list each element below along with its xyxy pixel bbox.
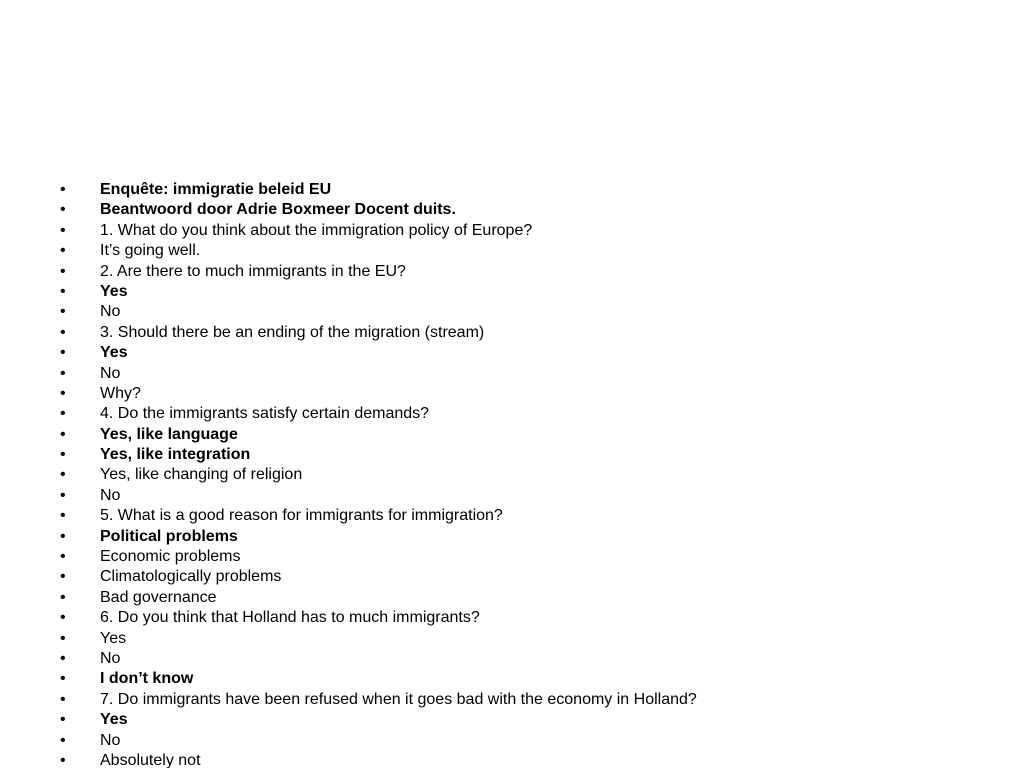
bullet-item (60, 364, 697, 384)
bullet-dot: • (60, 181, 66, 198)
bullet-item (60, 445, 697, 465)
bullet-text: Bad governance (100, 588, 217, 606)
bullet-text: Yes (100, 282, 128, 300)
bullet-item (60, 221, 697, 241)
bullet-dot: • (60, 221, 66, 239)
bullet-text: No (100, 486, 121, 504)
bullet-item (60, 404, 697, 424)
bullet-dot: • (60, 262, 66, 280)
bullet-item (60, 608, 697, 628)
bullet-dot: • (60, 323, 66, 341)
bullet-dot: • (60, 405, 66, 423)
bullet-text: 2. Are there to much immigrants in the EU? (100, 262, 406, 280)
bullet-dot: • (60, 364, 66, 382)
bullet-dot: • (60, 446, 66, 464)
bullet-item (60, 384, 697, 404)
bullet-dot: • (60, 384, 66, 402)
bullet-item (60, 302, 697, 322)
bullet-item (60, 547, 697, 567)
bullet-dot: • (60, 609, 66, 627)
bullet-dot: • (60, 344, 66, 362)
bullet-text: Political problems (100, 527, 238, 545)
bullet-dot: • (60, 527, 66, 545)
bullet-item (60, 690, 697, 710)
bullet-text: 7. Do immigrants have been refused when it goes bad with the economy in Holland? (100, 690, 697, 708)
bullet-text: No (100, 303, 121, 321)
bullet-text: It’s going well. (100, 242, 201, 260)
bullet-dot: • (60, 486, 66, 504)
bullet-item (60, 629, 697, 649)
bullet-text: Yes (100, 711, 128, 729)
bullet-text: Climatologically problems (100, 568, 282, 586)
bullet-text: Enquête: immigratie beleid EU (100, 181, 332, 198)
bullet-text: 4. Do the immigrants satisfy certain demands? (100, 405, 430, 423)
bullet-dot: • (60, 568, 66, 586)
bullet-text: Beantwoord door Adrie Boxmeer Docent duits. (100, 201, 456, 219)
bullet-item (60, 731, 697, 751)
bullet-item (60, 282, 697, 302)
bullet-item (60, 649, 697, 669)
bullet-dot: • (60, 242, 66, 260)
bullet-item (60, 180, 697, 200)
bullet-text: 3. Should there be an ending of the migration (stream) (100, 323, 485, 341)
bullet-item (60, 567, 697, 587)
bullet-dot: • (60, 751, 66, 768)
bullet-dot: • (60, 507, 66, 525)
bullet-item (60, 465, 697, 485)
bullet-text: No (100, 364, 121, 382)
bullet-dot: • (60, 588, 66, 606)
bullet-text: I don’t know (100, 670, 194, 688)
bullet-item (60, 527, 697, 547)
bullet-item (60, 241, 697, 261)
bullet-text: Yes, like changing of religion (100, 466, 303, 484)
bullet-text: Economic problems (100, 548, 241, 566)
bullet-dot: • (60, 425, 66, 443)
bullet-item (60, 262, 697, 282)
bullet-dot: • (60, 629, 66, 647)
bullet-text: 6. Do you think that Holland has to much immigrants? (100, 609, 480, 627)
bullet-text: Why? (100, 384, 141, 402)
bullet-item (60, 751, 697, 768)
bullet-dot: • (60, 548, 66, 566)
bullet-dot: • (60, 303, 66, 321)
survey-bullet-list (60, 180, 697, 768)
bullet-dot: • (60, 466, 66, 484)
bullet-text: 5. What is a good reason for immigrants for immigration? (100, 507, 503, 525)
bullet-item (60, 710, 697, 730)
bullet-item (60, 343, 697, 363)
bullet-text: Yes (100, 344, 128, 362)
bullet-item (60, 323, 697, 343)
bullet-item (60, 669, 697, 689)
bullet-item (60, 425, 697, 445)
bullet-dot: • (60, 670, 66, 688)
bullet-text: Yes, like language (100, 425, 238, 443)
bullet-text: Yes, like integration (100, 446, 251, 464)
bullet-item (60, 200, 697, 220)
bullet-dot: • (60, 690, 66, 708)
bullet-text: Yes (100, 629, 127, 647)
bullet-item (60, 506, 697, 526)
bullet-text: Absolutely not (100, 751, 201, 768)
bullet-text: No (100, 649, 121, 667)
bullet-item (60, 588, 697, 608)
bullet-item (60, 486, 697, 506)
bullet-dot: • (60, 649, 66, 667)
bullet-text: 1. What do you think about the immigration policy of Europe? (100, 221, 533, 239)
bullet-dot: • (60, 711, 66, 729)
bullet-text: No (100, 731, 121, 749)
bullet-dot: • (60, 282, 66, 300)
bullet-dot: • (60, 201, 66, 219)
bullet-dot: • (60, 731, 66, 749)
